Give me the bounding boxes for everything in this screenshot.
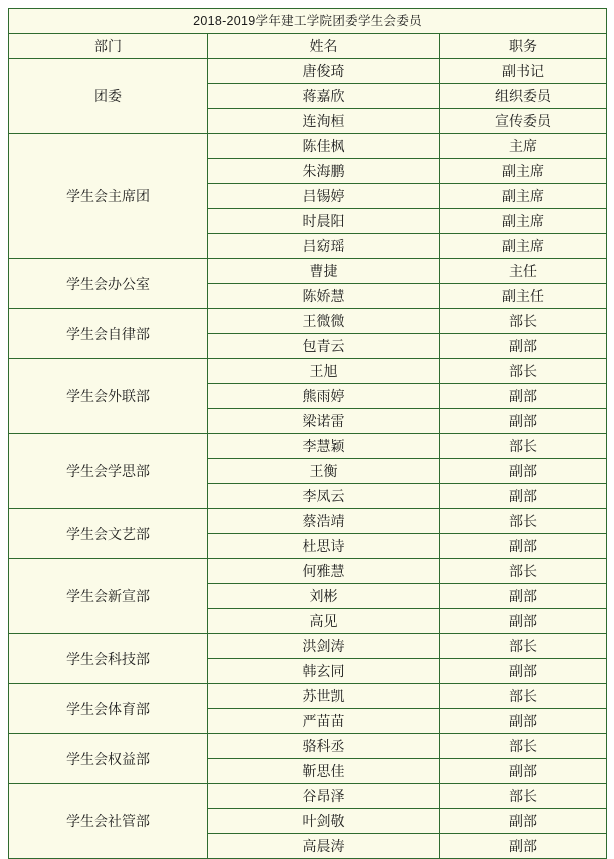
column-header-department: 部门 [9, 34, 208, 59]
column-header-name: 姓名 [208, 34, 440, 59]
member-name: 李凤云 [208, 484, 440, 509]
table-row [9, 59, 607, 84]
member-role: 副部 [440, 834, 607, 859]
member-name: 朱海鹏 [208, 159, 440, 184]
member-role: 副部 [440, 659, 607, 684]
member-name: 洪剑涛 [208, 634, 440, 659]
department-cell: 学生会权益部 [9, 734, 208, 784]
department-cell: 学生会办公室 [9, 259, 208, 309]
table-row [9, 359, 607, 384]
table-row [9, 784, 607, 809]
member-role: 副主任 [440, 284, 607, 309]
member-name: 梁诺雷 [208, 409, 440, 434]
member-name: 唐俊琦 [208, 59, 440, 84]
member-name: 严苗苗 [208, 709, 440, 734]
member-name: 王微微 [208, 309, 440, 334]
member-role: 副部 [440, 759, 607, 784]
member-role: 副部 [440, 809, 607, 834]
member-name: 何雅慧 [208, 559, 440, 584]
member-role: 副部 [440, 409, 607, 434]
table-row [9, 509, 607, 534]
member-name: 陈娇慧 [208, 284, 440, 309]
member-role: 部长 [440, 634, 607, 659]
table-row [9, 559, 607, 584]
department-cell: 学生会外联部 [9, 359, 208, 434]
member-role: 副部 [440, 709, 607, 734]
department-cell: 学生会自律部 [9, 309, 208, 359]
member-name: 王衡 [208, 459, 440, 484]
table-row [9, 134, 607, 159]
member-name: 刘彬 [208, 584, 440, 609]
member-name: 时晨阳 [208, 209, 440, 234]
member-role: 副部 [440, 459, 607, 484]
member-role: 宣传委员 [440, 109, 607, 134]
table-row [9, 309, 607, 334]
member-role: 主席 [440, 134, 607, 159]
department-cell: 学生会学思部 [9, 434, 208, 509]
member-name: 熊雨婷 [208, 384, 440, 409]
member-name: 陈佳枫 [208, 134, 440, 159]
member-role: 部长 [440, 359, 607, 384]
member-name: 蔡浩靖 [208, 509, 440, 534]
committee-roster-table [8, 8, 607, 859]
department-cell: 学生会社管部 [9, 784, 208, 859]
department-cell: 学生会新宣部 [9, 559, 208, 634]
member-role: 副部 [440, 484, 607, 509]
member-name: 曹捷 [208, 259, 440, 284]
member-role: 副主席 [440, 209, 607, 234]
member-name: 韩玄同 [208, 659, 440, 684]
member-role: 副部 [440, 609, 607, 634]
member-role: 副书记 [440, 59, 607, 84]
member-name: 王旭 [208, 359, 440, 384]
member-name: 骆科丞 [208, 734, 440, 759]
member-name: 包青云 [208, 334, 440, 359]
member-role: 部长 [440, 434, 607, 459]
member-role: 主任 [440, 259, 607, 284]
member-name: 吕锡婷 [208, 184, 440, 209]
member-name: 高晨涛 [208, 834, 440, 859]
member-role: 副部 [440, 334, 607, 359]
member-role: 部长 [440, 559, 607, 584]
table-row [9, 634, 607, 659]
member-name: 苏世凯 [208, 684, 440, 709]
member-name: 吕窈瑶 [208, 234, 440, 259]
member-role: 部长 [440, 684, 607, 709]
member-role: 部长 [440, 734, 607, 759]
member-role: 副主席 [440, 234, 607, 259]
member-role: 组织委员 [440, 84, 607, 109]
member-name: 李慧颖 [208, 434, 440, 459]
member-name: 连洵桓 [208, 109, 440, 134]
member-role: 部长 [440, 309, 607, 334]
member-name: 靳思佳 [208, 759, 440, 784]
department-cell: 团委 [9, 59, 208, 134]
table-row [9, 734, 607, 759]
member-name: 叶剑敬 [208, 809, 440, 834]
department-cell: 学生会主席团 [9, 134, 208, 259]
member-role: 副主席 [440, 184, 607, 209]
department-cell: 学生会科技部 [9, 634, 208, 684]
member-role: 副部 [440, 384, 607, 409]
department-cell: 学生会文艺部 [9, 509, 208, 559]
member-role: 部长 [440, 784, 607, 809]
member-role: 部长 [440, 509, 607, 534]
member-role: 副主席 [440, 159, 607, 184]
table-header-row [9, 34, 607, 59]
table-row [9, 259, 607, 284]
department-cell: 学生会体育部 [9, 684, 208, 734]
member-name: 高见 [208, 609, 440, 634]
member-role: 副部 [440, 534, 607, 559]
column-header-role: 职务 [440, 34, 607, 59]
member-role: 副部 [440, 584, 607, 609]
member-name: 蒋嘉欣 [208, 84, 440, 109]
roster-table-body [9, 9, 607, 859]
table-row [9, 434, 607, 459]
table-row [9, 684, 607, 709]
table-title-row [9, 9, 607, 34]
document-title: 2018-2019学年建工学院团委学生会委员 [9, 9, 607, 34]
member-name: 谷昂泽 [208, 784, 440, 809]
member-name: 杜思诗 [208, 534, 440, 559]
